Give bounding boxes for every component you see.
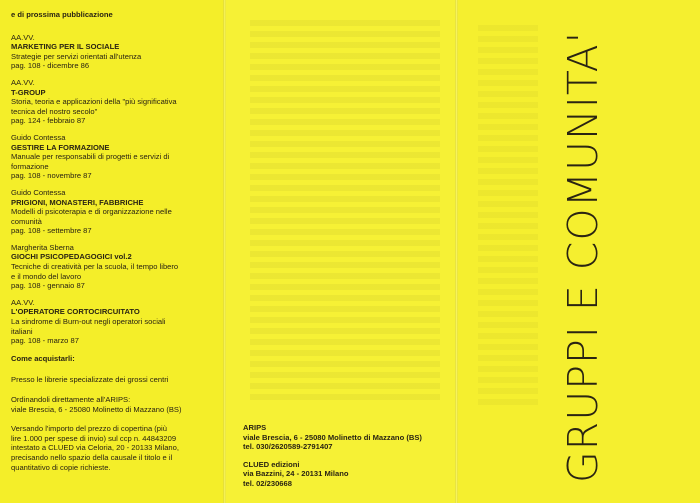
book-entry [11, 243, 211, 291]
purchase-line: Presso le librerie specializzate dei grossi centri [11, 375, 169, 385]
book-author: AA.VV. [11, 77, 35, 87]
book-description: Strategie per servizi orientati all'utenza [11, 51, 142, 61]
purchase-line: intestato a CLUED via Celoria, 20 - 20133 Milano, [11, 443, 179, 453]
contact-entry [243, 460, 443, 489]
book-description: Modelli di psicoterapia e di organizzazione nelle [11, 207, 172, 217]
publications-column [11, 10, 211, 482]
purchase-line: viale Brescia, 6 - 25080 Molinetto di Mazzano (BS) [11, 404, 182, 414]
book-list [11, 33, 211, 346]
book-description: Storia, teoria e applicazioni della "più significativa [11, 97, 177, 107]
book-description: italiani [11, 326, 33, 336]
show-through-texture [250, 20, 440, 400]
book-author: AA.VV. [11, 32, 35, 42]
book-title: GIOCHI PSICOPEDAGOGICI vol.2 [11, 252, 132, 262]
contact-entry [243, 423, 443, 452]
contact-line: via Bazzini, 24 - 20131 Milano [243, 469, 349, 479]
book-title: MARKETING PER IL SOCIALE [11, 42, 120, 52]
book-title: PRIGIONI, MONASTERI, FABBRICHE [11, 197, 144, 207]
book-author: AA.VV. [11, 297, 35, 307]
contact-line: tel. 030/2620589-2791407 [243, 442, 333, 452]
purchase-line: lire 1.000 per spese di invio) sul ccp n. 44843209 [11, 433, 177, 443]
book-meta: pag. 124 - febbraio 87 [11, 116, 86, 126]
purchase-paragraph [11, 424, 211, 472]
purchase-info [11, 375, 211, 472]
contact-line: viale Brescia, 6 - 25080 Molinetto di Mazzano (BS) [243, 432, 422, 442]
book-entry [11, 298, 211, 346]
fold-line [455, 0, 458, 503]
book-description: formazione [11, 161, 49, 171]
purchase-line: quantitativo di copie richieste. [11, 462, 111, 472]
book-meta: pag. 108 - marzo 87 [11, 336, 79, 346]
book-meta: pag. 108 - novembre 87 [11, 171, 92, 181]
book-entry [11, 133, 211, 181]
book-entry [11, 188, 211, 236]
book-description: La sindrome di Burn-out negli operatori sociali [11, 317, 166, 327]
purchase-line: Versando l'importo del prezzo di copertina (più [11, 424, 167, 434]
purchase-paragraph [11, 395, 211, 414]
contact-line: ARIPS [243, 423, 267, 432]
book-description: Manuale per responsabili di progetti e servizi di [11, 152, 170, 162]
book-meta: pag. 108 - gennaio 87 [11, 281, 85, 291]
section-heading: Come acquistarli: [11, 353, 75, 363]
contact-block [243, 423, 443, 497]
book-description: Tecniche di creatività per la scuola, il tempo libero [11, 262, 179, 272]
book-title: GESTIRE LA FORMAZIONE [11, 142, 110, 152]
book-description: comunità [11, 216, 42, 226]
cover-title: GRUPPI E COMUNITA' [559, 30, 607, 484]
book-entry [11, 33, 211, 71]
book-description: e il mondo del lavoro [11, 271, 82, 281]
book-title: L'OPERATORE CORTOCIRCUITATO [11, 307, 140, 317]
book-entry [11, 78, 211, 126]
book-meta: pag. 108 - dicembre 86 [11, 61, 90, 71]
contact-line: tel. 02/230668 [243, 478, 292, 488]
purchase-paragraph [11, 375, 211, 385]
book-description: tecnica del nostro secolo" [11, 106, 98, 116]
purchase-line: Ordinandoli direttamente all'ARIPS: [11, 395, 131, 404]
show-through-texture [478, 25, 538, 405]
contact-line: CLUED edizioni [243, 459, 300, 469]
book-author: Margherita Sberna [11, 242, 74, 252]
book-author: Guido Contessa [11, 132, 66, 142]
book-title: T-GROUP [11, 87, 46, 97]
book-author: Guido Contessa [11, 187, 66, 197]
section-heading: e di prossima pubblicazione [11, 10, 113, 19]
book-meta: pag. 108 - settembre 87 [11, 226, 92, 236]
fold-line [223, 0, 226, 503]
purchase-line: precisando nello spazio della causale il titolo e il [11, 452, 173, 462]
